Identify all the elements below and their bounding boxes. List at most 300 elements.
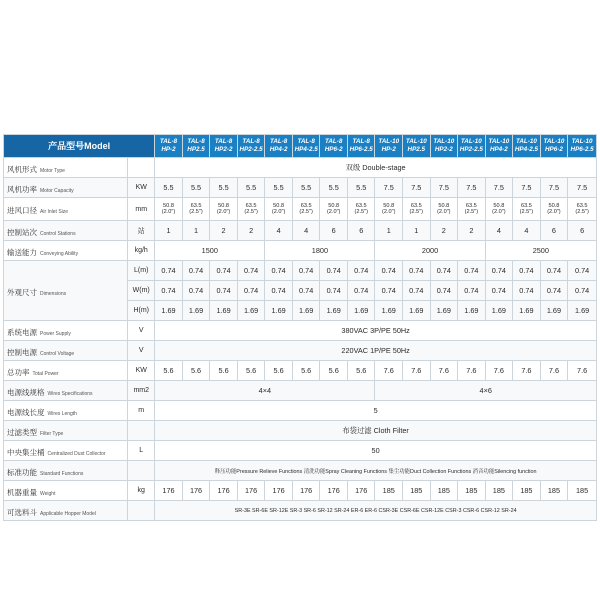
model-header-line: TAL-8 — [325, 138, 343, 145]
model-header-line: HP2-2 — [214, 146, 233, 153]
value-cell: 5.5 — [182, 178, 210, 198]
model-header-line: TAL-10 — [460, 138, 482, 145]
value-cell — [347, 198, 375, 221]
model-header-line: HP2.5 — [407, 146, 426, 153]
value-line: (2.5") — [354, 209, 368, 215]
value-cell: 6 — [320, 221, 348, 241]
model-header-line: TAL-8 — [269, 138, 288, 145]
row-label-air_inlet — [4, 198, 128, 221]
model-header-line: TAL-8 — [214, 138, 233, 145]
model-header-1 — [182, 135, 210, 158]
value-cell: 0.74 — [237, 261, 265, 281]
spec-body — [4, 158, 597, 521]
value-cell: 1.69 — [237, 301, 265, 321]
value-cell: 5.6 — [155, 361, 183, 381]
value-cell: 5.5 — [210, 178, 238, 198]
value-cell: 6 — [347, 221, 375, 241]
row-label-en: Weight — [40, 490, 56, 497]
unit-cell — [128, 421, 155, 441]
row-dust_collector — [4, 441, 597, 461]
value-cell — [320, 198, 348, 221]
row-hopper_model — [4, 501, 597, 521]
row-motor_type — [4, 158, 597, 178]
value-cell: 185 — [403, 481, 431, 501]
value-line: (2.0") — [161, 209, 176, 215]
value-cell: 185 — [430, 481, 458, 501]
model-header-line: HP4-2.5 — [294, 146, 318, 153]
value-line: (2.0") — [326, 209, 341, 215]
row-label-wires_length — [4, 401, 128, 421]
value-cell: 1.69 — [540, 301, 568, 321]
value-cell: 2 — [210, 221, 238, 241]
model-header-12 — [485, 135, 513, 158]
value-cell: 0.74 — [237, 281, 265, 301]
model-header-4 — [265, 135, 293, 158]
value-cell: 7.6 — [375, 361, 403, 381]
value-cell: 2 — [458, 221, 486, 241]
row-label-zh: 总功率 — [7, 367, 30, 377]
value-line: (2.5") — [299, 209, 313, 215]
row-label-zh: 输送能力 — [7, 247, 37, 257]
row-label-zh: 系统电源 — [7, 327, 37, 337]
model-header-5 — [292, 135, 320, 158]
value-cell: 0.74 — [568, 281, 597, 301]
unit-cell: 站 — [128, 221, 155, 241]
unit-cell — [128, 158, 155, 178]
value-cell: 0.74 — [540, 261, 568, 281]
row-label-dust_collector — [4, 441, 128, 461]
value-cell: 176 — [182, 481, 210, 501]
row-label-en: Control Stations — [40, 230, 76, 237]
group-value-cell: 2500 — [485, 241, 596, 261]
value-line: 63.5 — [300, 202, 312, 209]
value-line: 50.8 — [328, 202, 340, 209]
model-header-line: TAL-8 — [242, 138, 260, 145]
value-cell: 4 — [485, 221, 513, 241]
row-label-conveying — [4, 241, 128, 261]
unit-cell: V — [128, 341, 155, 361]
value-cell: 2 — [430, 221, 458, 241]
value-cell: 0.74 — [320, 261, 348, 281]
value-cell: 7.5 — [513, 178, 541, 198]
value-cell: 0.74 — [485, 261, 513, 281]
unit-cell: KW — [128, 361, 155, 381]
value-cell: 5.5 — [237, 178, 265, 198]
row-control_stations — [4, 221, 597, 241]
row-label-en: Standard Functions — [40, 470, 84, 477]
model-header-line: HP-2 — [161, 146, 176, 153]
value-cell: 0.74 — [347, 261, 375, 281]
value-cell: 2 — [237, 221, 265, 241]
unit-cell: H(m) — [128, 301, 155, 321]
row-wires_length — [4, 401, 597, 421]
model-header-3 — [237, 135, 265, 158]
model-header-line: TAL-10 — [571, 138, 593, 145]
value-cell: 0.74 — [568, 261, 597, 281]
model-header-15 — [568, 135, 597, 158]
row-dimensions-L — [4, 261, 597, 281]
group-value-cell: 2000 — [375, 241, 485, 261]
value-cell: 1.69 — [320, 301, 348, 321]
value-cell: 7.5 — [485, 178, 513, 198]
value-line: 50.8 — [273, 202, 285, 209]
model-header-line: TAL-8 — [159, 138, 178, 145]
value-cell: 0.74 — [210, 261, 238, 281]
model-header-line: HP6-2.5 — [570, 146, 594, 153]
value-cell: 6 — [568, 221, 597, 241]
value-line: 50.8 — [218, 202, 229, 209]
value-cell — [155, 198, 183, 221]
value-cell: 1.69 — [458, 301, 486, 321]
value-cell: 0.74 — [265, 261, 293, 281]
row-label-en: Wires Length — [47, 410, 77, 417]
model-header-line: HP2-2 — [434, 146, 453, 153]
value-cell: 5.5 — [292, 178, 320, 198]
row-wires_spec — [4, 381, 597, 401]
group-value-cell: 1500 — [155, 241, 265, 261]
value-cell: 0.74 — [513, 261, 541, 281]
value-cell: 7.5 — [540, 178, 568, 198]
row-label-zh: 风机功率 — [7, 184, 37, 194]
value-cell: 0.74 — [182, 281, 210, 301]
value-line: 50.8 — [383, 202, 395, 209]
unit-cell: V — [128, 321, 155, 341]
value-cell: 0.74 — [403, 281, 431, 301]
row-label-en: Total Power — [32, 370, 59, 377]
value-line: (2.5") — [575, 209, 589, 215]
unit-cell: L — [128, 441, 155, 461]
row-conveying — [4, 241, 597, 261]
row-label-zh: 风机形式 — [7, 164, 37, 174]
row-label-en: Control Voltage — [40, 350, 75, 357]
value-cell: 0.74 — [430, 261, 458, 281]
value-cell: 4 — [513, 221, 541, 241]
model-header-0 — [155, 135, 183, 158]
row-label-control_voltage — [4, 341, 128, 361]
value-cell: 185 — [458, 481, 486, 501]
row-label-en: Applicable Hopper Model — [40, 510, 96, 517]
unit-cell: W(m) — [128, 281, 155, 301]
value-line: (2.0") — [492, 209, 506, 215]
value-cell: 0.74 — [292, 261, 320, 281]
value-cell: 5.6 — [320, 361, 348, 381]
value-line: 63.5 — [465, 202, 477, 209]
value-cell: 5.6 — [292, 361, 320, 381]
model-header-line: TAL-10 — [488, 138, 510, 145]
spec-table — [3, 134, 597, 521]
value-cell: 0.74 — [155, 261, 183, 281]
value-cell: 0.74 — [265, 281, 293, 301]
unit-cell — [128, 501, 155, 521]
model-header-line: TAL-10 — [405, 138, 427, 145]
row-label-en: Power Supply — [40, 330, 71, 337]
row-filter_type — [4, 421, 597, 441]
model-header-line: HP4-2.5 — [514, 146, 538, 153]
value-line: (2.0") — [382, 209, 396, 215]
row-label-en: Dimensions — [40, 290, 67, 297]
value-cell: 1 — [155, 221, 183, 241]
row-label-en: Wires Specifications — [47, 390, 93, 397]
value-cell — [237, 198, 265, 221]
row-weight — [4, 481, 597, 501]
value-cell — [210, 198, 238, 221]
value-cell: 1 — [375, 221, 403, 241]
value-cell: 0.74 — [513, 281, 541, 301]
value-cell — [458, 198, 486, 221]
row-label-en: Motor Capacity — [40, 187, 74, 194]
value-line: 63.5 — [190, 202, 202, 209]
span-value-cell: 380VAC 3P/PE 50Hz — [155, 321, 597, 341]
row-motor_capacity — [4, 178, 597, 198]
unit-cell: KW — [128, 178, 155, 198]
model-header-11 — [458, 135, 486, 158]
row-label-zh: 机器重量 — [7, 487, 37, 497]
model-header-line: HP2-2.5 — [459, 146, 483, 153]
row-power_supply — [4, 321, 597, 341]
row-label-zh: 控制站次 — [7, 227, 37, 237]
value-cell: 7.6 — [430, 361, 458, 381]
value-cell: 7.5 — [568, 178, 597, 198]
value-line: (2.0") — [216, 209, 231, 215]
value-cell: 5.5 — [347, 178, 375, 198]
model-title: 产品型号Model — [4, 135, 155, 158]
row-label-standard_functions — [4, 461, 128, 481]
value-cell: 7.6 — [485, 361, 513, 381]
row-label-total_power — [4, 361, 128, 381]
value-cell: 7.5 — [403, 178, 431, 198]
model-header-line: TAL-8 — [352, 138, 370, 145]
value-cell: 0.74 — [292, 281, 320, 301]
model-header-14 — [540, 135, 568, 158]
value-cell: 7.5 — [375, 178, 403, 198]
model-header-6 — [320, 135, 348, 158]
row-label-en: Filter Type — [40, 430, 64, 437]
span-value-cell: 双级 Double-stage — [155, 158, 597, 178]
model-header-line: HP-2 — [381, 146, 396, 153]
value-cell: 7.6 — [540, 361, 568, 381]
value-cell: 1.69 — [182, 301, 210, 321]
unit-cell: mm2 — [128, 381, 155, 401]
value-cell: 7.6 — [568, 361, 597, 381]
value-line: 50.8 — [438, 202, 450, 209]
value-line: 63.5 — [520, 202, 532, 209]
model-header-line: HP2.5 — [187, 146, 205, 153]
model-header-2 — [210, 135, 238, 158]
value-cell: 0.74 — [375, 261, 403, 281]
model-header-line: TAL-10 — [515, 138, 537, 145]
row-total_power — [4, 361, 597, 381]
value-cell: 1.69 — [375, 301, 403, 321]
model-header-7 — [347, 135, 375, 158]
value-cell: 0.74 — [458, 261, 486, 281]
value-cell: 1.69 — [485, 301, 513, 321]
span-value-cell: SR-3E SR-6E SR-12E SR-3 SR-6 SR-12 SR-24 ER-6 ER-6 CSR-3E CSR-6E CSR-12E CSR-3 CSR-6 CSR-12 SR-24 — [155, 501, 597, 521]
value-line: 63.5 — [355, 202, 367, 209]
unit-cell: kg/h — [128, 241, 155, 261]
value-line: 63.5 — [410, 202, 422, 209]
value-cell: 185 — [375, 481, 403, 501]
value-cell: 176 — [237, 481, 265, 501]
model-header-line: TAL-10 — [543, 138, 565, 145]
row-label-en: Air Inlet Size — [40, 209, 69, 215]
row-label-zh: 过滤类型 — [7, 427, 37, 437]
value-cell: 1 — [182, 221, 210, 241]
row-air_inlet — [4, 198, 597, 221]
unit-cell: kg — [128, 481, 155, 501]
model-header-line: HP6-2 — [324, 146, 343, 153]
value-cell — [403, 198, 431, 221]
value-cell: 5.6 — [182, 361, 210, 381]
row-label-zh: 电源线长度 — [7, 407, 45, 417]
value-cell: 0.74 — [403, 261, 431, 281]
row-label-zh: 标准功能 — [7, 467, 37, 477]
row-standard_functions — [4, 461, 597, 481]
span-value-cell: 220VAC 1P/PE 50Hz — [155, 341, 597, 361]
value-cell: 7.5 — [458, 178, 486, 198]
value-cell: 0.74 — [430, 281, 458, 301]
value-cell: 7.6 — [403, 361, 431, 381]
value-line: 50.8 — [163, 202, 174, 209]
model-header-line: HP4-2 — [269, 146, 288, 153]
unit-cell — [128, 461, 155, 481]
group-value-cell: 4×6 — [375, 381, 597, 401]
row-label-power_supply — [4, 321, 128, 341]
span-value-cell: 50 — [155, 441, 597, 461]
value-line: (2.5") — [409, 209, 424, 215]
value-cell: 0.74 — [155, 281, 183, 301]
value-cell: 0.74 — [320, 281, 348, 301]
value-line: (2.5") — [519, 209, 534, 215]
row-label-zh: 控制电源 — [7, 347, 37, 357]
model-header-line: HP6-2 — [545, 146, 563, 153]
value-cell — [292, 198, 320, 221]
span-value-cell: 5 — [155, 401, 597, 421]
model-header-9 — [403, 135, 431, 158]
value-line: (2.0") — [437, 209, 451, 215]
value-cell: 7.6 — [513, 361, 541, 381]
row-label-dimensions — [4, 261, 128, 321]
value-cell: 176 — [155, 481, 183, 501]
value-cell: 1.69 — [210, 301, 238, 321]
value-cell: 176 — [347, 481, 375, 501]
value-line: (2.5") — [244, 209, 258, 215]
value-line: 63.5 — [245, 202, 257, 209]
value-cell — [375, 198, 403, 221]
value-cell: 5.6 — [265, 361, 293, 381]
row-control_voltage — [4, 341, 597, 361]
model-header-line: TAL-10 — [378, 138, 400, 145]
unit-cell: m — [128, 401, 155, 421]
value-cell: 176 — [320, 481, 348, 501]
value-cell: 176 — [265, 481, 293, 501]
value-cell — [430, 198, 458, 221]
value-cell — [485, 198, 513, 221]
row-label-en: Motor Type — [40, 167, 65, 174]
row-label-wires_spec — [4, 381, 128, 401]
row-label-zh: 电源线规格 — [7, 387, 45, 397]
model-header-13 — [513, 135, 541, 158]
value-cell — [513, 198, 541, 221]
span-value-cell: 释压功能Pressure Relieve Functions 清洗功能Spray Cleaning Functions 集尘功能Duct Collection Functions 消音功能Silencing function — [155, 461, 597, 481]
value-cell: 185 — [568, 481, 597, 501]
row-label-motor_type — [4, 158, 128, 178]
value-cell: 0.74 — [375, 281, 403, 301]
value-cell: 1.69 — [155, 301, 183, 321]
value-cell: 0.74 — [210, 281, 238, 301]
model-header-line: HP6-2.5 — [349, 146, 373, 153]
row-label-hopper_model — [4, 501, 128, 521]
value-cell: 7.5 — [430, 178, 458, 198]
value-cell: 185 — [485, 481, 513, 501]
value-line: 50.8 — [548, 202, 560, 209]
value-cell — [540, 198, 568, 221]
value-cell: 1.69 — [568, 301, 597, 321]
value-cell: 1.69 — [347, 301, 375, 321]
value-line: 63.5 — [576, 202, 588, 209]
value-line: 50.8 — [493, 202, 505, 209]
span-value-cell: 布袋过滤 Cloth Filter — [155, 421, 597, 441]
model-header-line: HP4-2 — [489, 146, 508, 153]
value-cell — [568, 198, 597, 221]
value-cell: 5.6 — [347, 361, 375, 381]
value-line: (2.0") — [547, 209, 561, 215]
value-cell: 5.6 — [210, 361, 238, 381]
value-cell: 185 — [513, 481, 541, 501]
unit-cell: mm — [128, 198, 155, 221]
value-cell: 6 — [540, 221, 568, 241]
value-cell: 0.74 — [458, 281, 486, 301]
value-cell: 176 — [210, 481, 238, 501]
value-cell: 1.69 — [292, 301, 320, 321]
value-cell: 4 — [265, 221, 293, 241]
value-cell: 5.5 — [320, 178, 348, 198]
model-header-10 — [430, 135, 458, 158]
value-cell — [265, 198, 293, 221]
value-cell — [182, 198, 210, 221]
header-row — [4, 135, 597, 158]
unit-cell: L(m) — [128, 261, 155, 281]
model-header-line: TAL-8 — [297, 138, 315, 145]
row-label-control_stations — [4, 221, 128, 241]
value-cell: 176 — [292, 481, 320, 501]
value-cell: 5.5 — [155, 178, 183, 198]
value-cell: 1.69 — [430, 301, 458, 321]
value-cell: 1.69 — [513, 301, 541, 321]
group-value-cell: 4×4 — [155, 381, 375, 401]
row-label-weight — [4, 481, 128, 501]
row-label-zh: 中央集尘桶 — [7, 447, 45, 457]
value-cell: 1 — [403, 221, 431, 241]
row-label-en: Centralized Dust Collector — [47, 450, 106, 457]
value-cell: 1.69 — [265, 301, 293, 321]
row-label-zh: 进风口径 — [7, 206, 37, 215]
value-line: (2.5") — [464, 209, 479, 215]
value-cell: 0.74 — [182, 261, 210, 281]
value-cell: 4 — [292, 221, 320, 241]
model-header-line: TAL-10 — [433, 138, 455, 145]
row-label-zh: 外观尺寸 — [7, 287, 37, 297]
model-header-line: HP2-2.5 — [239, 146, 263, 153]
value-cell: 0.74 — [540, 281, 568, 301]
value-cell: 1.69 — [403, 301, 431, 321]
row-label-motor_capacity — [4, 178, 128, 198]
model-header-8 — [375, 135, 403, 158]
row-label-filter_type — [4, 421, 128, 441]
value-line: (2.0") — [271, 209, 286, 215]
row-label-zh: 可选料斗 — [7, 507, 37, 517]
value-cell: 185 — [540, 481, 568, 501]
value-cell: 7.6 — [458, 361, 486, 381]
